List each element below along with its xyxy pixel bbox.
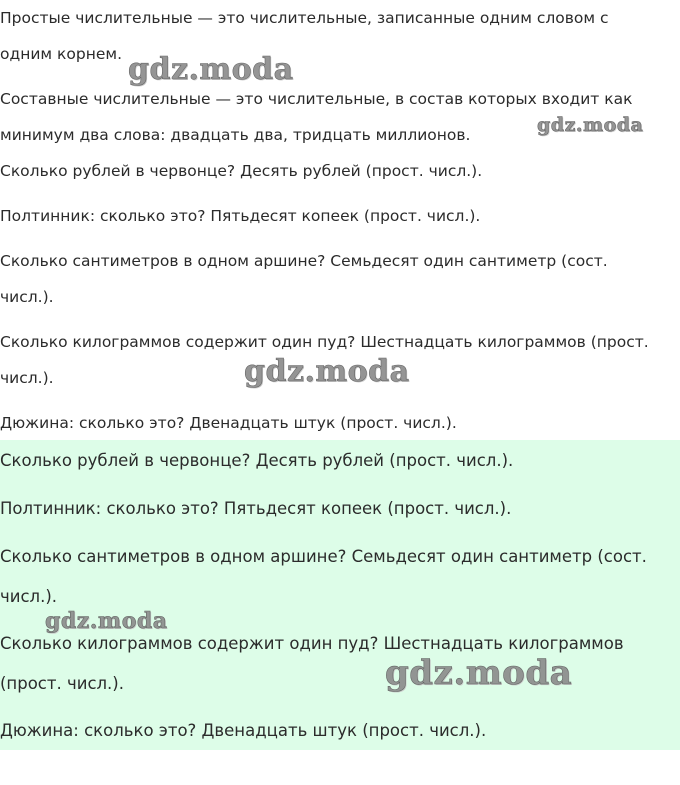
watermark-logo: gdz.moda [385,653,573,693]
highlight-question-pud-line-2: (прост. числ.). [0,674,124,693]
highlight-question-dozen: Дюжина: сколько это? Двенадцать штук (прост. числ.). [0,721,487,740]
watermark-logo: gdz.moda [45,608,168,634]
question-poltinnik: Полтинник: сколько это? Пятьдесят копеек (прост. числ.). [0,207,481,225]
watermark-logo: gdz.moda [244,354,410,389]
definition-simple-line-1: Простые числительные — это числительные, записанные одним словом с [0,9,609,27]
definition-compound-line-1: Составные числительные — это числительные, в состав которых входит как [0,90,633,108]
question-arshin-line-1: Сколько сантиметров в одном аршине? Семьдесят один сантиметр (сост. [0,252,608,270]
definition-compound-line-2: минимум два слова: двадцать два, тридцать миллионов. [0,126,471,144]
question-pud-line-1: Сколько килограммов содержит один пуд? Шестнадцать килограммов (прост. [0,333,649,351]
watermark-logo: gdz.moda [128,52,294,87]
highlight-question-arshin-line-1: Сколько сантиметров в одном аршине? Семьдесят один сантиметр (сост. [0,547,647,566]
highlight-question-pud-line-1: Сколько килограммов содержит один пуд? Шестнадцать килограммов [0,634,624,653]
question-arshin-line-2: числ.). [0,288,54,306]
watermark-logo: gdz.moda [537,114,644,136]
highlight-question-chervonets: Сколько рублей в червонце? Десять рублей (прост. числ.). [0,451,514,470]
definition-simple-line-2: одним корнем. [0,45,123,63]
highlight-question-arshin-line-2: числ.). [0,587,58,606]
highlight-question-poltinnik: Полтинник: сколько это? Пятьдесят копеек (прост. числ.). [0,499,512,518]
question-chervonets: Сколько рублей в червонце? Десять рублей (прост. числ.). [0,162,483,180]
question-dozen: Дюжина: сколько это? Двенадцать штук (прост. числ.). [0,414,457,432]
question-pud-line-2: числ.). [0,369,54,387]
